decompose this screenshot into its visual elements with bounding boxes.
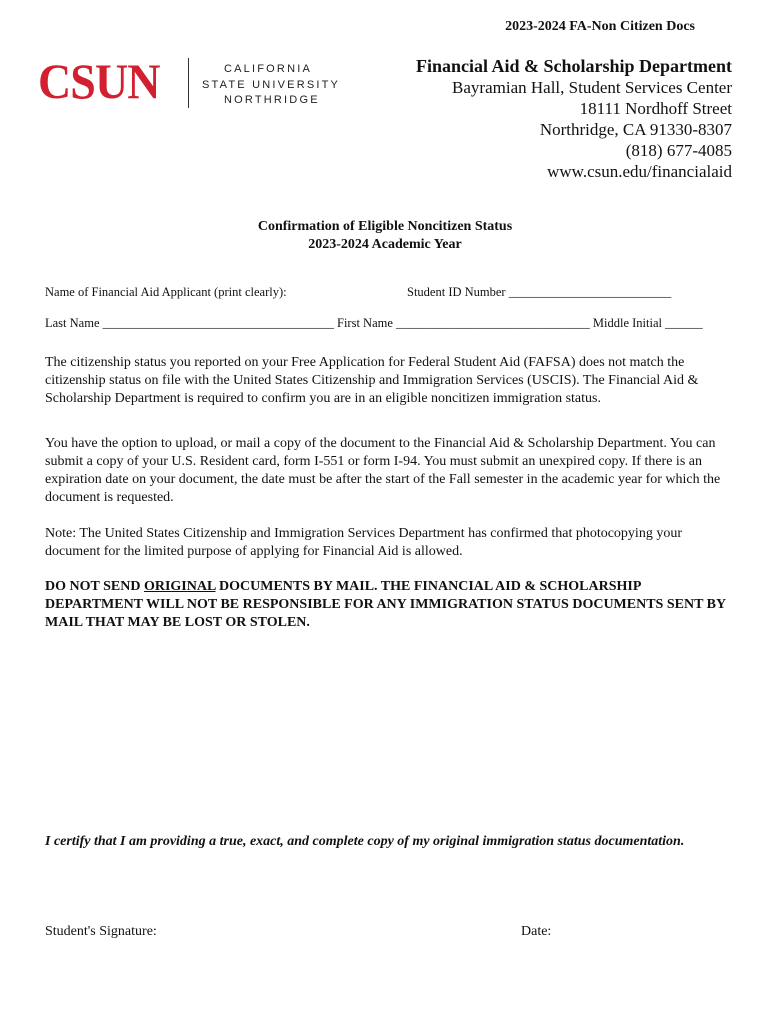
warning-text-start: DO NOT SEND [45, 579, 144, 594]
address-line-2: 18111 Nordhoff Street [579, 99, 732, 118]
form-title-block [0, 218, 770, 254]
paragraph-photocopy-note: Note: The United States Citizenship and Immigration Services Department has confirmed that photocopying your document for the limited purpose of applying for Financial Aid is allowed. [45, 526, 682, 559]
warning-text-end: DOCUMENTS BY MAIL. THE FINANCIAL AID & SCHOLARSHIP DEPARTMENT WILL NOT BE RESPONSIBLE FOR ANY IMMIGRATION STATUS DOCUMENTS SENT BY MAIL THAT MAY BE LOST OR STOLEN. [45, 579, 726, 630]
applicant-name-label: Name of Financial Aid Applicant (print clearly): [45, 285, 287, 299]
logo-divider [188, 58, 189, 108]
warning-paragraph [45, 578, 735, 632]
department-name: Financial Aid & Scholarship Department [415, 56, 732, 76]
paragraph-submission-options: You have the option to upload, or mail a copy of the document to the Financial Aid & Scholarship Department. You can submit a copy of your U.S. Resident card, form I-551 or form I-94. You must submit an unexpired copy. If there is an expiration date on your document, the date must be after the start of the Fall semester in the academic year for which the document is requested. [45, 436, 721, 505]
document-code: 2023-2024 FA-Non Citizen Docs [505, 19, 695, 34]
department-website: www.csun.edu/financialaid [547, 162, 732, 181]
date-field[interactable]: Date: [521, 924, 552, 939]
warning-underlined-word: ORIGINAL [143, 579, 216, 594]
logo-line-3: NORTHRIDGE [224, 94, 320, 106]
department-phone: (818) 677-4085 [625, 141, 732, 160]
logo-mark: CSUN [38, 53, 160, 109]
logo-line-1: CALIFORNIA [224, 63, 313, 75]
address-line-1: Bayramian Hall, Student Services Center [452, 78, 732, 97]
address-line-3: Northridge, CA 91330-8307 [539, 120, 732, 139]
name-fields-row[interactable]: Last Name _____________________________________ First Name _______________________________ Middle Initial ______ [45, 316, 703, 330]
logo-wordmark [202, 62, 340, 109]
student-id-blank[interactable]: __________________________ [508, 285, 672, 299]
student-id-field[interactable] [407, 285, 671, 300]
certification-statement: I certify that I am providing a true, exact, and complete copy of my original immigration status documentation. [45, 834, 685, 849]
paragraph-status-mismatch: The citizenship status you reported on your Free Application for Federal Student Aid (FAFSA) does not match the citizenship status on file with the United States Citizenship and Immigration Services (USCIS). The Financial Aid & Scholarship Department is required to confirm you are in an eligible noncitizen immigration status. [45, 355, 699, 406]
student-id-label: Student ID Number [407, 285, 506, 299]
department-address-block [416, 56, 732, 182]
csun-logo [38, 53, 348, 110]
logo-line-2: STATE UNIVERSITY [202, 78, 341, 91]
applicant-row [45, 285, 735, 300]
form-subtitle: 2023-2024 Academic Year [308, 237, 462, 252]
form-title: Confirmation of Eligible Noncitizen Status [257, 219, 513, 234]
signature-field[interactable]: Student's Signature: [45, 924, 157, 939]
